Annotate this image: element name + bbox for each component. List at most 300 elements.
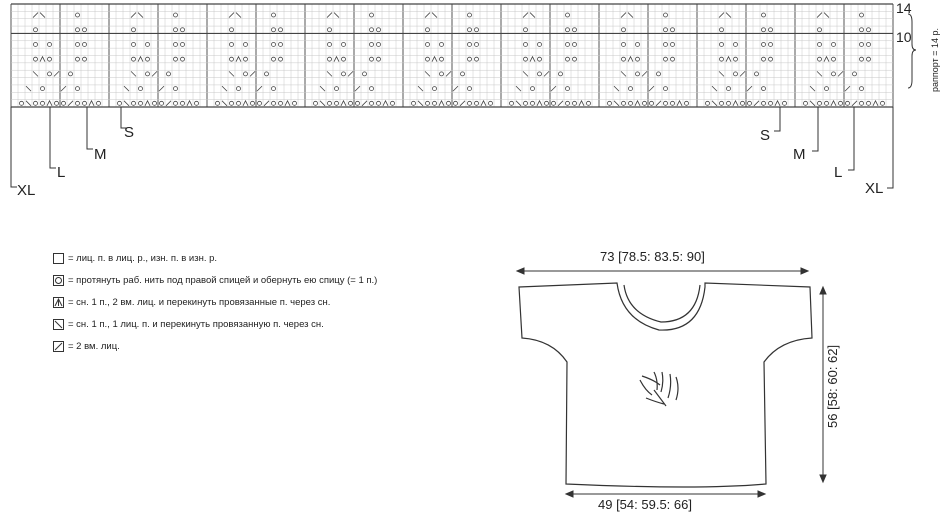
yarn-over-symbol — [440, 57, 444, 61]
yarn-over-symbol — [734, 42, 738, 46]
legend-text: = протянуть раб. нить под правой спицей и обернуть ею спицу (= 1 п.) — [68, 274, 378, 286]
ssk-symbol — [131, 71, 136, 76]
yarn-over-symbol — [545, 101, 549, 105]
ssk-symbol — [334, 13, 339, 18]
yarn-over-symbol — [132, 101, 136, 105]
double-decrease-symbol — [334, 57, 339, 62]
ssk-symbol — [236, 13, 241, 18]
yarn-over-symbol — [230, 57, 234, 61]
yarn-over-symbol — [566, 42, 570, 46]
yarn-over-symbol — [160, 101, 164, 105]
legend-text: = сн. 1 п., 1 лиц. п. и перекинуть провязанную п. через сн. — [68, 318, 324, 330]
yarn-over-symbol — [335, 101, 339, 105]
yarn-over-symbol — [377, 57, 381, 61]
k2tog-symbol — [649, 86, 654, 91]
yarn-over-symbol — [832, 42, 836, 46]
yarn-over-symbol — [573, 42, 577, 46]
yarn-over-symbol — [132, 42, 136, 46]
size-label-right-m: M — [793, 146, 806, 163]
k2tog-symbol — [33, 13, 38, 18]
ssk-symbol — [810, 86, 815, 91]
k2tog-symbol — [68, 101, 73, 106]
yarn-over-symbol — [818, 28, 822, 32]
ssk-symbol — [432, 13, 437, 18]
yarn-over-symbol — [636, 42, 640, 46]
yarn-over-symbol — [244, 57, 248, 61]
yarn-over-symbol — [468, 101, 472, 105]
yarn-over-symbol — [664, 87, 668, 91]
yarn-over-symbol — [272, 42, 276, 46]
k2tog-symbol — [425, 13, 430, 18]
yarn-over-symbol — [412, 101, 416, 105]
yarn-over-symbol — [265, 72, 269, 76]
yarn-over-symbol — [769, 28, 773, 32]
circle-in-square-icon — [53, 275, 64, 286]
yarn-over-symbol — [153, 101, 157, 105]
legend-item-knit — [53, 251, 217, 265]
yarn-over-symbol — [356, 101, 360, 105]
ssk-symbol — [719, 71, 724, 76]
legend-item-ssk — [53, 317, 324, 331]
double-decrease-symbol — [635, 101, 640, 106]
yarn-over-symbol — [867, 28, 871, 32]
yarn-over-symbol — [342, 72, 346, 76]
double-decrease-symbol — [89, 101, 94, 106]
yarn-over-symbol — [475, 57, 479, 61]
yarn-over-symbol — [720, 101, 724, 105]
yarn-over-symbol — [818, 57, 822, 61]
yarn-over-symbol — [181, 57, 185, 61]
size-label-left-xl: XL — [17, 182, 36, 199]
slash-in-square-icon — [53, 341, 64, 352]
k2tog-symbol — [642, 71, 647, 76]
yarn-over-symbol — [272, 28, 276, 32]
yarn-over-symbol — [454, 101, 458, 105]
size-label-left-m: M — [94, 146, 107, 163]
double-decrease-symbol — [481, 101, 486, 106]
double-decrease-symbol — [628, 57, 633, 62]
yarn-over-symbol — [720, 57, 724, 61]
yarn-over-symbol — [769, 101, 773, 105]
ssk-symbol — [418, 86, 423, 91]
double-decrease-symbol — [138, 57, 143, 62]
yarn-over-symbol — [566, 57, 570, 61]
yarn-over-symbol — [181, 42, 185, 46]
ssk-symbol — [138, 13, 143, 18]
yarn-over-symbol — [748, 101, 752, 105]
ssk-symbol — [40, 13, 45, 18]
yarn-over-symbol — [139, 101, 143, 105]
k2tog-symbol — [453, 86, 458, 91]
yarn-over-symbol — [328, 42, 332, 46]
yarn-over-symbol — [370, 101, 374, 105]
k2tog-symbol — [656, 101, 661, 106]
yarn-over-symbol — [475, 28, 479, 32]
yarn-over-symbol — [468, 42, 472, 46]
yarn-over-symbol — [48, 72, 52, 76]
k2tog-symbol — [229, 13, 234, 18]
yarn-over-symbol — [762, 13, 766, 17]
k2tog-symbol — [558, 101, 563, 106]
yarn-over-symbol — [629, 87, 633, 91]
k2tog-symbol — [152, 71, 157, 76]
k2tog-symbol — [754, 101, 759, 106]
yarn-over-symbol — [216, 101, 220, 105]
yarn-over-symbol — [622, 57, 626, 61]
yarn-over-symbol — [174, 101, 178, 105]
chart-grid — [11, 4, 893, 107]
yarn-over-symbol — [741, 101, 745, 105]
yarn-over-symbol — [426, 28, 430, 32]
yarn-over-symbol — [475, 42, 479, 46]
ssk-symbol — [26, 101, 31, 106]
yarn-over-symbol — [587, 101, 591, 105]
yarn-over-symbol — [293, 101, 297, 105]
yarn-over-symbol — [48, 57, 52, 61]
yarn-over-symbol — [370, 42, 374, 46]
double-decrease-symbol — [775, 101, 780, 106]
row-number-14: 14 — [896, 0, 912, 16]
size-marker-lines — [11, 107, 893, 188]
size-marker-right — [812, 107, 818, 151]
yarn-over-symbol — [41, 101, 45, 105]
yarn-over-symbol — [370, 57, 374, 61]
yarn-over-symbol — [62, 101, 66, 105]
yarn-over-symbol — [839, 101, 843, 105]
yarn-over-symbol — [559, 72, 563, 76]
yarn-over-symbol — [328, 57, 332, 61]
lace-motif — [640, 372, 678, 406]
double-decrease-symbol — [726, 57, 731, 62]
double-decrease-symbol — [537, 101, 542, 106]
yarn-over-symbol — [769, 42, 773, 46]
yarn-over-symbol — [244, 72, 248, 76]
yarn-over-symbol — [69, 72, 73, 76]
ssk-symbol — [320, 86, 325, 91]
yarn-over-symbol — [97, 101, 101, 105]
dimension-width-bottom: 49 [54: 59.5: 66] — [598, 497, 692, 512]
yarn-over-symbol — [76, 13, 80, 17]
yarn-over-symbol — [426, 101, 430, 105]
ssk-symbol — [523, 71, 528, 76]
yarn-over-symbol — [41, 87, 45, 91]
yarn-over-symbol — [279, 28, 283, 32]
ssk-symbol — [810, 101, 815, 106]
garment-schematic — [517, 268, 826, 497]
yarn-over-symbol — [83, 101, 87, 105]
yarn-over-symbol — [524, 57, 528, 61]
yarn-over-symbol — [342, 57, 346, 61]
legend-item-double-decrease — [53, 295, 330, 309]
k2tog-symbol — [747, 86, 752, 91]
yarn-over-symbol — [440, 72, 444, 76]
yarn-over-symbol — [195, 101, 199, 105]
legend-text: = 2 вм. лиц. — [68, 340, 120, 352]
yarn-over-symbol — [489, 101, 493, 105]
yarn-over-symbol — [524, 101, 528, 105]
yarn-over-symbol — [83, 42, 87, 46]
k2tog-symbol — [362, 101, 367, 106]
yarn-over-symbol — [622, 101, 626, 105]
double-decrease-symbol — [439, 101, 444, 106]
yarn-over-symbol — [566, 87, 570, 91]
yarn-over-symbol — [762, 28, 766, 32]
double-decrease-symbol — [187, 101, 192, 106]
double-decrease-symbol — [145, 101, 150, 106]
triangle-in-square-icon — [53, 297, 64, 308]
yarn-over-symbol — [139, 87, 143, 91]
k2tog-symbol — [257, 86, 262, 91]
yarn-over-symbol — [734, 72, 738, 76]
yarn-over-symbol — [34, 101, 38, 105]
ssk-symbol — [628, 13, 633, 18]
yarn-over-symbol — [279, 57, 283, 61]
yarn-over-symbol — [181, 28, 185, 32]
yarn-over-symbol — [468, 57, 472, 61]
yarn-over-symbol — [20, 101, 24, 105]
yarn-over-symbol — [391, 101, 395, 105]
yarn-over-symbol — [671, 101, 675, 105]
yarn-over-symbol — [860, 87, 864, 91]
yarn-over-symbol — [762, 87, 766, 91]
yarn-over-symbol — [468, 13, 472, 17]
k2tog-symbol — [838, 71, 843, 76]
yarn-over-symbol — [370, 13, 374, 17]
double-decrease-symbol — [530, 57, 535, 62]
yarn-over-symbol — [867, 42, 871, 46]
k2tog-symbol — [54, 71, 59, 76]
double-decrease-symbol — [285, 101, 290, 106]
yarn-over-symbol — [258, 101, 262, 105]
yarn-over-symbol — [860, 101, 864, 105]
yarn-over-symbol — [860, 57, 864, 61]
yarn-over-symbol — [167, 72, 171, 76]
yarn-over-symbol — [538, 42, 542, 46]
yarn-over-symbol — [251, 101, 255, 105]
ssk-symbol — [327, 71, 332, 76]
double-decrease-symbol — [47, 101, 52, 106]
size-label-right-l: L — [834, 164, 843, 181]
yarn-over-symbol — [461, 72, 465, 76]
k2tog-symbol — [166, 101, 171, 106]
yarn-over-symbol — [762, 101, 766, 105]
yarn-over-symbol — [636, 57, 640, 61]
double-decrease-symbol — [677, 101, 682, 106]
yarn-over-symbol — [727, 87, 731, 91]
size-marker-left — [11, 107, 17, 187]
k2tog-symbol — [250, 71, 255, 76]
yarn-over-symbol — [230, 101, 234, 105]
k2tog-symbol — [551, 86, 556, 91]
yarn-over-symbol — [636, 72, 640, 76]
yarn-over-symbol — [272, 13, 276, 17]
yarn-over-symbol — [566, 101, 570, 105]
yarn-over-symbol — [510, 101, 514, 105]
k2tog-symbol — [621, 13, 626, 18]
yarn-over-symbol — [377, 101, 381, 105]
double-decrease-symbol — [824, 57, 829, 62]
yarn-over-symbol — [328, 28, 332, 32]
double-decrease-symbol — [831, 101, 836, 106]
k2tog-symbol — [852, 101, 857, 106]
size-label-left-l: L — [57, 164, 66, 181]
yarn-over-symbol — [818, 42, 822, 46]
ssk-symbol — [712, 101, 717, 106]
double-decrease-symbol — [432, 57, 437, 62]
yarn-over-symbol — [622, 28, 626, 32]
yarn-over-symbol — [524, 28, 528, 32]
legend-text: = лиц. п. в лиц. р., изн. п. в изн. р. — [68, 252, 218, 264]
yarn-over-symbol — [881, 101, 885, 105]
ssk-symbol — [726, 13, 731, 18]
yarn-over-symbol — [433, 87, 437, 91]
k2tog-symbol — [131, 13, 136, 18]
yarn-over-symbol — [48, 42, 52, 46]
yarn-over-symbol — [349, 101, 353, 105]
yarn-over-symbol — [76, 57, 80, 61]
yarn-over-symbol — [237, 87, 241, 91]
yarn-over-symbol — [34, 28, 38, 32]
yarn-over-symbol — [664, 13, 668, 17]
yarn-over-symbol — [426, 42, 430, 46]
yarn-over-symbol — [825, 87, 829, 91]
k2tog-symbol — [159, 86, 164, 91]
yarn-over-symbol — [846, 101, 850, 105]
dimension-lines — [517, 268, 826, 497]
yarn-over-symbol — [608, 101, 612, 105]
ssk-symbol — [621, 71, 626, 76]
yarn-over-symbol — [573, 28, 577, 32]
yarn-over-symbol — [755, 72, 759, 76]
yarn-over-symbol — [272, 57, 276, 61]
ssk-symbol — [712, 86, 717, 91]
yarn-over-symbol — [132, 28, 136, 32]
yarn-over-symbol — [174, 13, 178, 17]
yarn-over-symbol — [468, 87, 472, 91]
yarn-over-symbol — [650, 101, 654, 105]
ssk-symbol — [824, 13, 829, 18]
k2tog-symbol — [817, 13, 822, 18]
yarn-over-symbol — [174, 87, 178, 91]
ssk-symbol — [222, 86, 227, 91]
yarn-over-symbol — [475, 101, 479, 105]
yarn-over-symbol — [335, 87, 339, 91]
row-number-10: 10 — [896, 29, 912, 45]
yarn-over-symbol — [426, 57, 430, 61]
yarn-over-symbol — [272, 101, 276, 105]
yarn-over-symbol — [860, 42, 864, 46]
blank-square-icon — [53, 253, 64, 264]
k2tog-symbol — [845, 86, 850, 91]
yarn-over-symbol — [657, 72, 661, 76]
yarn-over-symbol — [720, 28, 724, 32]
legend-item-yarn-over — [53, 273, 377, 287]
yarn-over-symbol — [818, 101, 822, 105]
yarn-over-symbol — [783, 101, 787, 105]
yarn-over-symbol — [643, 101, 647, 105]
yarn-over-symbol — [433, 101, 437, 105]
yarn-over-symbol — [174, 57, 178, 61]
k2tog-symbol — [355, 86, 360, 91]
ssk-symbol — [124, 101, 129, 106]
yarn-over-symbol — [762, 57, 766, 61]
double-decrease-symbol — [873, 101, 878, 106]
yarn-over-symbol — [76, 42, 80, 46]
yarn-over-symbol — [370, 28, 374, 32]
rapport-label: раппорт = 14 р. — [930, 28, 940, 92]
yarn-over-symbol — [76, 87, 80, 91]
yarn-over-symbol — [853, 72, 857, 76]
ssk-symbol — [33, 71, 38, 76]
yarn-over-symbol — [671, 42, 675, 46]
ssk-symbol — [425, 71, 430, 76]
dimension-height-side: 56 [58: 60: 62] — [825, 344, 840, 428]
backslash-in-square-icon — [53, 319, 64, 330]
ssk-symbol — [516, 101, 521, 106]
yarn-over-symbol — [377, 28, 381, 32]
double-decrease-symbol — [383, 101, 388, 106]
yarn-over-symbol — [531, 87, 535, 91]
double-decrease-symbol — [236, 57, 241, 62]
k2tog-symbol — [719, 13, 724, 18]
size-label-right-xl: XL — [865, 180, 884, 197]
rapport-brace — [908, 14, 916, 88]
yarn-over-symbol — [146, 57, 150, 61]
yarn-over-symbol — [279, 42, 283, 46]
double-decrease-symbol — [733, 101, 738, 106]
yarn-over-symbol — [671, 57, 675, 61]
yarn-over-symbol — [552, 101, 556, 105]
yarn-over-symbol — [573, 101, 577, 105]
double-decrease-symbol — [341, 101, 346, 106]
yarn-over-symbol — [867, 57, 871, 61]
yarn-over-symbol — [860, 28, 864, 32]
yarn-over-symbol — [146, 72, 150, 76]
k2tog-symbol — [348, 71, 353, 76]
yarn-over-symbol — [622, 42, 626, 46]
yarn-over-symbol — [664, 28, 668, 32]
k2tog-symbol — [327, 13, 332, 18]
neckline-band — [624, 285, 700, 322]
yarn-over-symbol — [734, 57, 738, 61]
yarn-over-symbol — [664, 42, 668, 46]
yarn-over-symbol — [272, 87, 276, 91]
legend-item-k2tog — [53, 339, 120, 353]
yarn-over-symbol — [538, 57, 542, 61]
yarn-over-symbol — [377, 42, 381, 46]
size-marker-left — [87, 107, 93, 149]
yarn-over-symbol — [76, 28, 80, 32]
yarn-over-symbol — [685, 101, 689, 105]
yarn-over-symbol — [83, 28, 87, 32]
yarn-over-symbol — [566, 13, 570, 17]
yarn-over-symbol — [447, 101, 451, 105]
ssk-symbol — [817, 71, 822, 76]
dimension-width-top: 73 [78.5: 83.5: 90] — [600, 249, 705, 264]
garment-outline — [519, 283, 812, 487]
yarn-over-symbol — [573, 57, 577, 61]
yarn-over-symbol — [342, 42, 346, 46]
yarn-over-symbol — [664, 57, 668, 61]
yarn-over-symbol — [55, 101, 59, 105]
double-decrease-symbol — [40, 57, 45, 62]
k2tog-symbol — [460, 101, 465, 106]
yarn-over-symbol — [328, 101, 332, 105]
yarn-over-symbol — [174, 42, 178, 46]
yarn-over-symbol — [363, 72, 367, 76]
ssk-symbol — [222, 101, 227, 106]
yarn-over-symbol — [769, 57, 773, 61]
